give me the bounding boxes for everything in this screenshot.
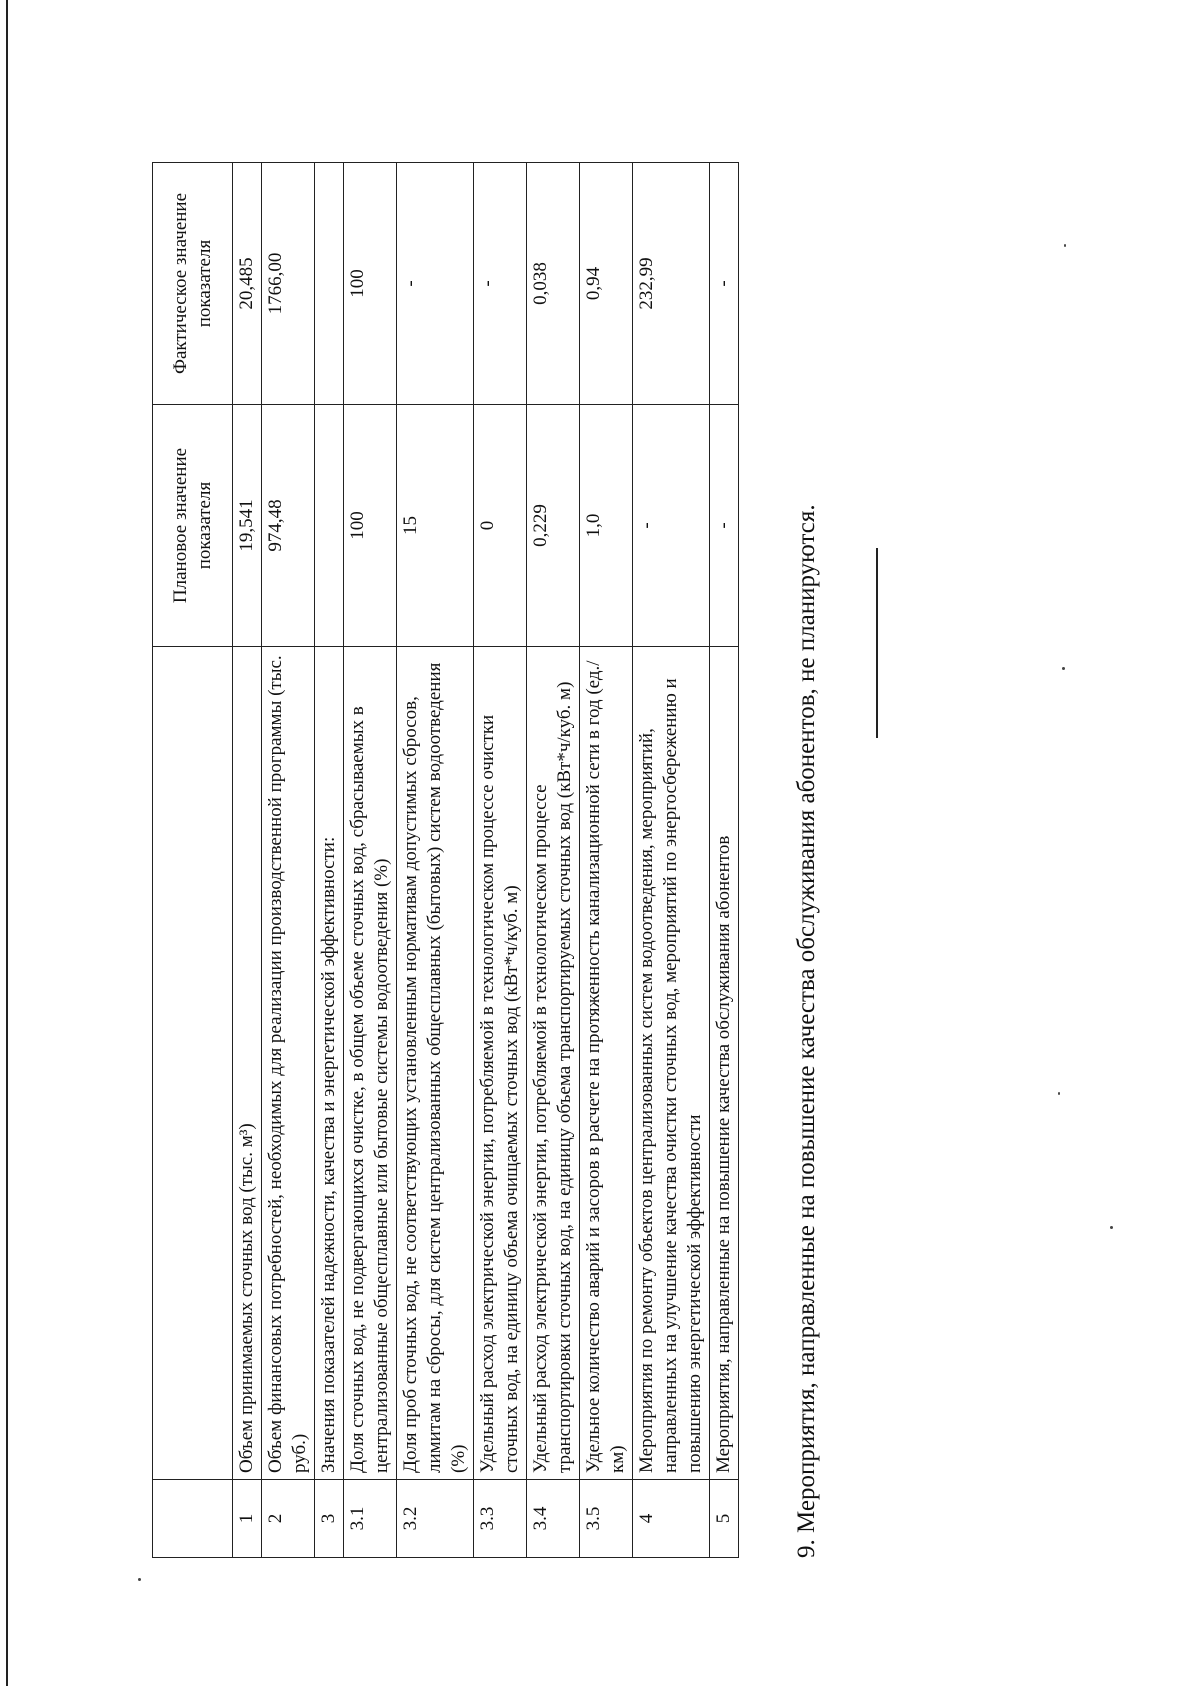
- row-actual: -: [710, 163, 739, 405]
- footnote-text: 9. Мероприятия, направленные на повышение качества обслуживания абонентов, не планируются.: [793, 504, 820, 1558]
- row-number: 5: [710, 1480, 739, 1558]
- row-actual: -: [474, 163, 527, 405]
- row-number: 3.3: [474, 1480, 527, 1558]
- row-number: 1: [233, 1480, 262, 1558]
- row-number: 3.5: [580, 1480, 633, 1558]
- table-header-row: [153, 163, 233, 1558]
- row-planned: [315, 405, 344, 647]
- row-actual: [315, 163, 344, 405]
- row-indicator: [233, 647, 262, 1480]
- row-actual: 0,038: [527, 163, 580, 405]
- row-planned: 974,48: [262, 405, 315, 647]
- row-number: 3.4: [527, 1480, 580, 1558]
- indicators-table: [152, 162, 739, 1558]
- row-actual: 20,485: [233, 163, 262, 405]
- table-row: [633, 163, 710, 1558]
- header-actual: Фактическое значение показателя: [153, 163, 233, 405]
- row-planned: 1,0: [580, 405, 633, 647]
- row-number: 3: [315, 1480, 344, 1558]
- row-number: 3.1: [344, 1480, 397, 1558]
- scan-speck: [1058, 1092, 1060, 1095]
- header-number: [153, 1480, 233, 1558]
- table-row: [474, 163, 527, 1558]
- table-row: [527, 163, 580, 1558]
- scan-speck: [1062, 667, 1065, 670]
- row-planned: 19,541: [233, 405, 262, 647]
- row-actual: 0,94: [580, 163, 633, 405]
- scan-speck: [138, 1578, 141, 1581]
- row-planned: -: [710, 405, 739, 647]
- row-indicator: Удельный расход электрической энергии, потребляемой в технологическом процессе очистки сточных вод, на единицу объема очищаемых сточных вод (кВт*ч/куб. м): [474, 647, 527, 1480]
- row-number: 4: [633, 1480, 710, 1558]
- table-row: [315, 163, 344, 1558]
- row-indicator: Удельное количество аварий и засоров в расчете на протяженность канализационной сети в год (ед./км): [580, 647, 633, 1480]
- table-row: [233, 163, 262, 1558]
- row-planned: 0,229: [527, 405, 580, 647]
- table-row: [397, 163, 474, 1558]
- row-indicator: Доля проб сточных вод, не соответствующих установленным нормативам допустимых сбросов, лимитам на сбросы, для систем централизованных общесплавных (бытовых) систем водоотведения (%): [397, 647, 474, 1480]
- header-indicator: [153, 647, 233, 1480]
- table-row: [710, 163, 739, 1558]
- row-number: 3.2: [397, 1480, 474, 1558]
- row-planned: 100: [344, 405, 397, 647]
- row-indicator: Доля сточных вод, не подвергающихся очистке, в общем объеме сточных вод, сбрасываемых в централизованные общесплавные или бытовые системы водоотведения (%): [344, 647, 397, 1480]
- header-planned: Плановое значение показателя: [153, 405, 233, 647]
- row-indicator: Объем финансовых потребностей, необходимых для реализации производственной программы (тыс. руб.): [262, 647, 315, 1480]
- scan-speck: [1064, 244, 1066, 247]
- row-planned: -: [633, 405, 710, 647]
- table-row: [344, 163, 397, 1558]
- row-planned: 0: [474, 405, 527, 647]
- row-actual: 100: [344, 163, 397, 405]
- row-planned: 15: [397, 405, 474, 647]
- scan-edge-line: [6, 0, 8, 1686]
- row-indicator: Удельный расход электрической энергии, потребляемой в технологическом процессе транспортировки сточных вод, на единицу объема транспортируемых сточных вод (кВт*ч/куб. м): [527, 647, 580, 1480]
- separator-rule: [876, 548, 878, 738]
- row-actual: 1766,00: [262, 163, 315, 405]
- rotated-page: [152, 163, 820, 1558]
- scan-speck: [1110, 1226, 1113, 1229]
- row-indicator-text: Объем принимаемых сточных вод (тыс. м³): [236, 1123, 257, 1473]
- row-indicator: Мероприятия, направленные на повышение качества обслуживания абонентов: [710, 647, 739, 1480]
- row-number: 2: [262, 1480, 315, 1558]
- row-indicator: Мероприятия по ремонту объектов централизованных систем водоотведения, мероприятий, направленных на улучшение качества очистки сточных вод, мероприятий по энергосбережению и повышению энергетической эффективности: [633, 647, 710, 1480]
- row-actual: -: [397, 163, 474, 405]
- table-row: [262, 163, 315, 1558]
- table-row: [580, 163, 633, 1558]
- row-indicator: Значения показателей надежности, качества и энергетической эффективности:: [315, 647, 344, 1480]
- row-actual: 232,99: [633, 163, 710, 405]
